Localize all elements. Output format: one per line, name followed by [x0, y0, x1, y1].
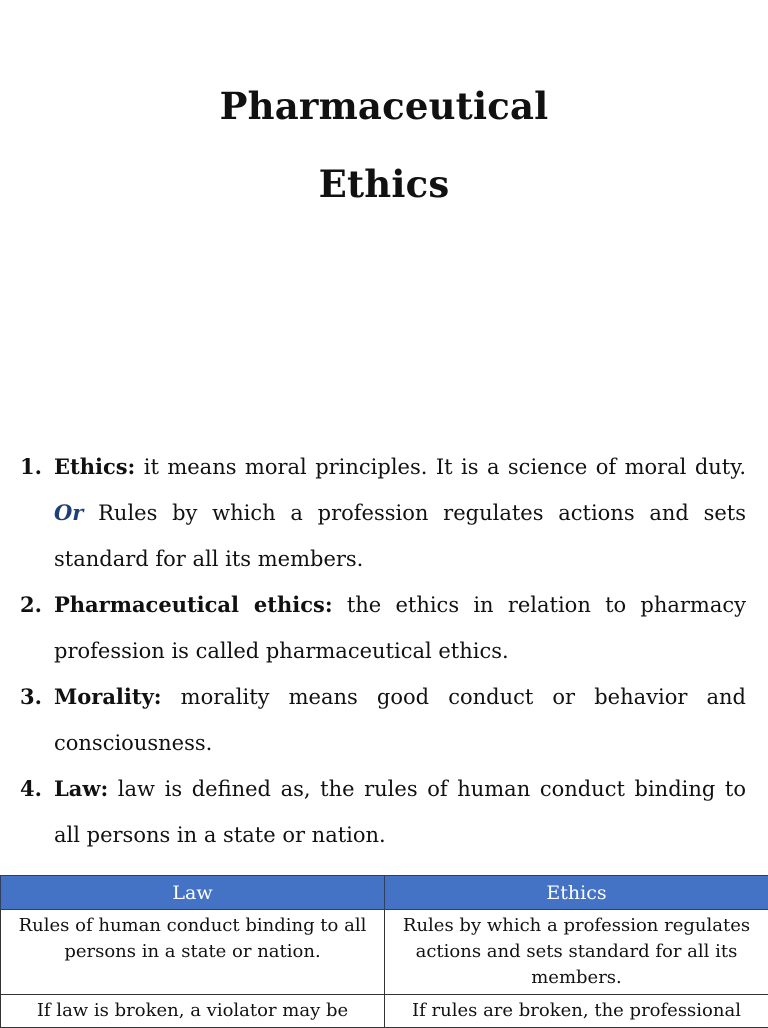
table-cell-law: Rules of human conduct binding to all persons in a state or nation.	[1, 910, 385, 995]
definition-term: Pharmaceutical ethics:	[54, 592, 333, 617]
definition-item-pharmaceutical-ethics	[16, 582, 746, 674]
definition-text: the ethics in relation to pharmacy profession is called pharmaceutical ethics.	[54, 593, 746, 663]
definition-term: Law:	[54, 776, 108, 801]
table-row	[1, 995, 768, 1028]
definition-item-ethics	[16, 444, 746, 582]
list-number: 3.	[20, 674, 42, 720]
table-cell-ethics: Rules by which a profession regulates actions and sets standard for all its members.	[385, 910, 768, 995]
law-vs-ethics-table	[0, 875, 768, 1028]
definition-term: Ethics:	[54, 454, 135, 479]
definition-text: it means moral principles. It is a science of moral duty.	[135, 455, 746, 479]
definition-text: morality means good conduct or behavior and consciousness.	[54, 685, 746, 755]
column-header-ethics: Ethics	[385, 876, 768, 910]
column-header-law: Law	[1, 876, 385, 910]
list-number: 1.	[20, 444, 42, 490]
definition-text-continued: Rules by which a profession regulates actions and sets standard for all its members.	[54, 501, 746, 571]
list-number: 2.	[20, 582, 42, 628]
table-row	[1, 910, 768, 995]
definition-term: Morality:	[54, 684, 162, 709]
list-number: 4.	[20, 766, 42, 812]
definition-text: law is defined as, the rules of human conduct binding to all persons in a state or nation.	[54, 777, 746, 847]
table-cell-law: If law is broken, a violator may be	[1, 995, 385, 1028]
table-cell-ethics: If rules are broken, the professional	[385, 995, 768, 1028]
page-title-line-2: Ethics	[0, 166, 768, 203]
table-header-row	[1, 876, 768, 910]
definition-item-law	[16, 766, 746, 858]
definition-list	[16, 444, 746, 858]
page-title-line-1: Pharmaceutical	[0, 88, 768, 125]
or-connector: Or	[54, 500, 83, 525]
definition-item-morality	[16, 674, 746, 766]
